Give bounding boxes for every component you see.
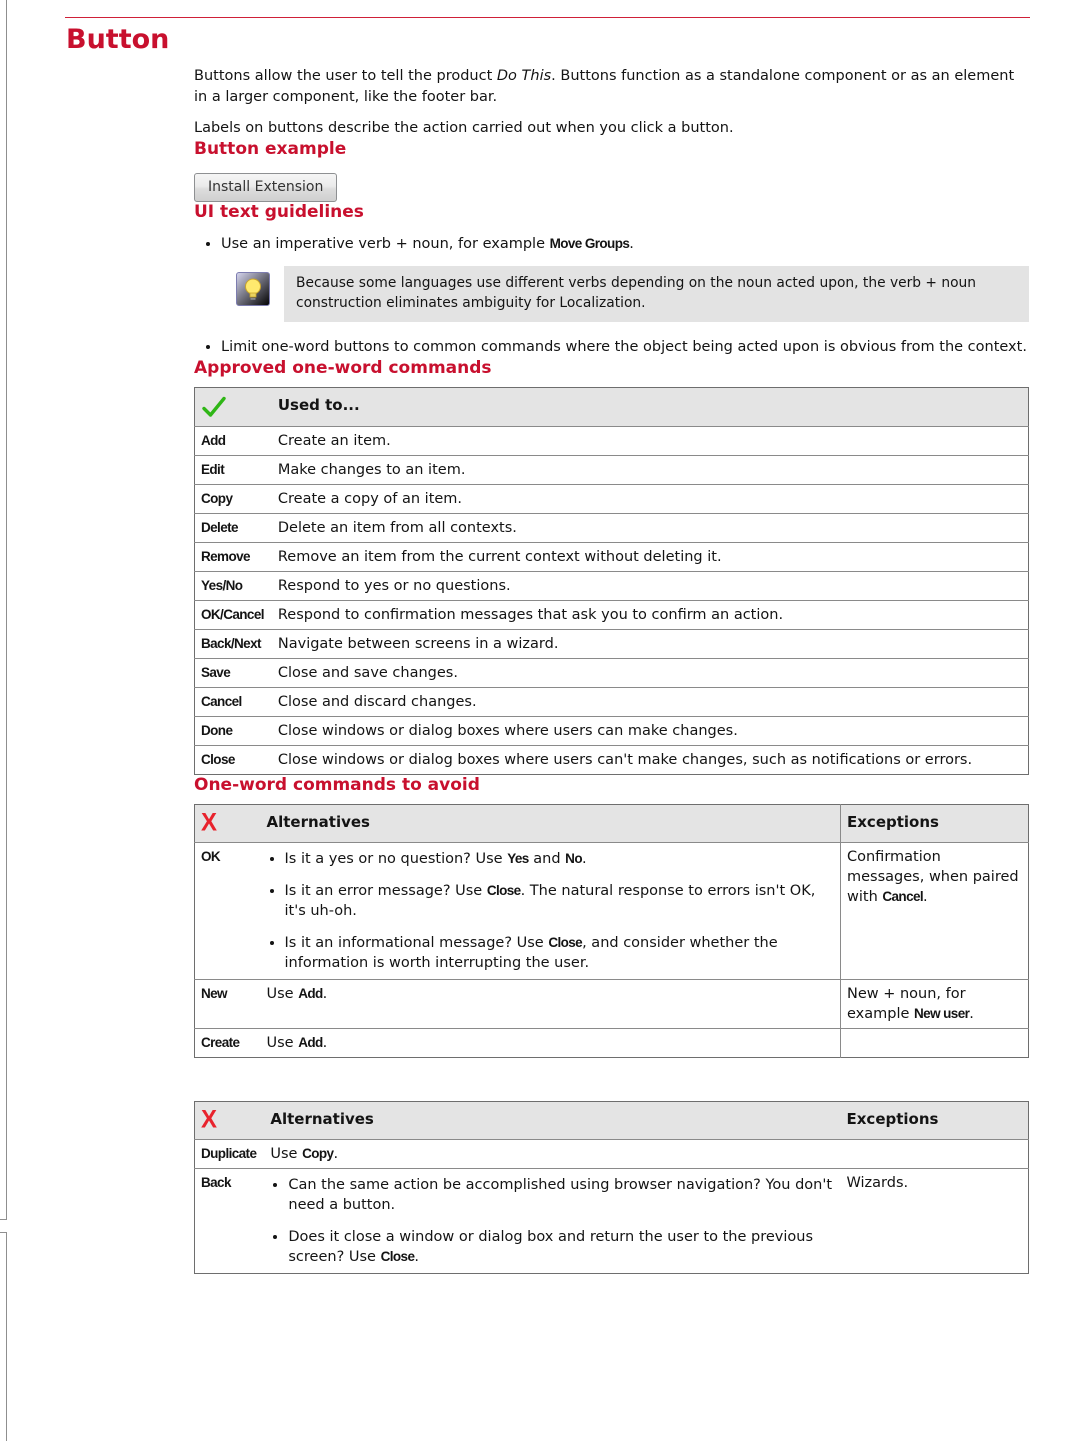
command-label: Back <box>201 1174 231 1190</box>
list-item: • Use an imperative verb + noun, for example Move Groups. <box>221 234 1029 255</box>
command-word: No <box>565 850 582 866</box>
description-cell: Close and save changes. <box>272 658 1029 687</box>
alternatives-cell: Use Add. <box>261 979 841 1028</box>
page-left-border <box>6 1233 7 1441</box>
x-icon: X <box>195 1101 265 1139</box>
guidelines-list <box>194 234 1029 255</box>
command-word: Close <box>548 934 583 950</box>
description-cell: Close and discard changes. <box>272 687 1029 716</box>
table-row <box>195 1168 1029 1273</box>
description-cell: Close windows or dialog boxes where users can't make changes, such as notifications or errors. <box>272 745 1029 774</box>
command-word: Copy <box>302 1145 334 1161</box>
command-word: Close <box>486 882 521 898</box>
command-label: Save <box>201 664 231 680</box>
command-word: Add <box>298 985 323 1001</box>
command-label: New <box>201 985 227 1001</box>
column-header-alternatives: Alternatives <box>264 1101 840 1139</box>
description-cell: Create a copy of an item. <box>272 484 1029 513</box>
list-item: • Is it an informational message? Use Close, and consider whether the information is worth interrupting the user. <box>285 933 833 973</box>
guidelines-list-continued <box>194 337 1029 358</box>
description-cell: Make changes to an item. <box>272 455 1029 484</box>
exceptions-cell <box>841 1028 1029 1057</box>
document-content <box>194 58 1029 1274</box>
command-label: OK/Cancel <box>201 606 264 622</box>
alternatives-cell: Use Add. <box>261 1028 841 1057</box>
command-label: Delete <box>201 519 238 535</box>
table-row <box>195 1028 1029 1057</box>
table-row <box>195 979 1029 1028</box>
exceptions-cell: New + noun, for example New user. <box>841 979 1029 1028</box>
table-row <box>195 484 1029 513</box>
column-header-alternatives: Alternatives <box>261 804 841 842</box>
exceptions-cell: Wizards. <box>841 1168 1029 1273</box>
install-extension-button[interactable]: Install Extension <box>194 173 337 202</box>
section-heading-approved-commands: Approved one-word commands <box>194 357 492 378</box>
table-row <box>195 542 1029 571</box>
table-row <box>195 658 1029 687</box>
section-heading-avoid-commands: One-word commands to avoid <box>194 774 480 795</box>
command-word: New user <box>914 1005 970 1021</box>
table-row <box>195 1139 1029 1168</box>
alternatives-cell <box>264 1168 840 1273</box>
description-cell: Create an item. <box>272 426 1029 455</box>
table-row <box>195 455 1029 484</box>
command-label: OK <box>201 848 221 864</box>
column-header-used-to: Used to... <box>272 387 1029 426</box>
command-label: Edit <box>201 461 225 477</box>
page-break-mark <box>0 1232 7 1233</box>
alternatives-cell: Use Copy. <box>264 1139 1028 1168</box>
command-label: Add <box>201 432 226 448</box>
table-row <box>195 842 1029 979</box>
page-left-border <box>6 0 7 1219</box>
checkmark-icon <box>195 387 272 426</box>
table-header-row <box>195 804 1029 842</box>
table-header-row <box>195 1101 1029 1139</box>
intro-paragraph-2: Labels on buttons describe the action carried out when you click a button. <box>194 120 734 136</box>
list-item: • Is it a yes or no question? Use Yes and No. <box>285 849 833 869</box>
command-label: Remove <box>201 548 250 564</box>
command-label: Done <box>201 722 233 738</box>
command-word: Move Groups <box>549 235 630 251</box>
localization-note <box>236 266 1029 322</box>
table-row <box>195 426 1029 455</box>
section-heading-button-example: Button example <box>194 138 347 159</box>
command-label: Back/Next <box>201 635 261 651</box>
x-icon: X <box>195 804 261 842</box>
command-label: Close <box>201 751 235 767</box>
description-cell: Respond to confirmation messages that ask you to confirm an action. <box>272 600 1029 629</box>
table-row <box>195 571 1029 600</box>
italic-phrase: Do This <box>496 68 552 84</box>
description-cell: Respond to yes or no questions. <box>272 571 1029 600</box>
column-header-exceptions: Exceptions <box>841 804 1029 842</box>
column-header-exceptions: Exceptions <box>841 1101 1029 1139</box>
description-cell: Delete an item from all contexts. <box>272 513 1029 542</box>
command-label: Copy <box>201 490 233 506</box>
command-word: Close <box>380 1248 415 1264</box>
page-title: Button <box>66 24 170 55</box>
page-break-mark <box>0 1219 7 1220</box>
description-cell: Close windows or dialog boxes where users can make changes. <box>272 716 1029 745</box>
lightbulb-icon <box>236 272 270 306</box>
command-label: Duplicate <box>201 1145 257 1161</box>
avoid-commands-table-1 <box>194 804 1029 1058</box>
command-label: Create <box>201 1034 240 1050</box>
table-row <box>195 600 1029 629</box>
list-item: • Is it an error message? Use Close. The natural response to errors isn't OK, it's uh-oh. <box>285 881 833 921</box>
avoid-commands-table-2 <box>194 1101 1029 1274</box>
section-heading-ui-text-guidelines: UI text guidelines <box>194 201 364 222</box>
description-cell: Remove an item from the current context without deleting it. <box>272 542 1029 571</box>
command-word: Add <box>298 1034 323 1050</box>
title-rule <box>65 17 1030 18</box>
approved-commands-table <box>194 387 1029 775</box>
description-cell: Navigate between screens in a wizard. <box>272 629 1029 658</box>
list-item: • Can the same action be accomplished using browser navigation? You don't need a button. <box>288 1175 832 1215</box>
table-row <box>195 629 1029 658</box>
intro-paragraph-1: Buttons allow the user to tell the product Do This. Buttons function as a standalone component or as an element in a larger component, like the footer bar. <box>194 68 1015 105</box>
command-label: Cancel <box>201 693 242 709</box>
command-word: Cancel <box>882 888 924 904</box>
table-row <box>195 687 1029 716</box>
note-text: Because some languages use different verbs depending on the noun acted upon, the verb + noun construction eliminates ambiguity for Localization. <box>284 266 1029 322</box>
list-item: • Limit one-word buttons to common commands where the object being acted upon is obvious from the context. <box>221 337 1029 358</box>
table-row <box>195 716 1029 745</box>
table-row <box>195 745 1029 774</box>
list-item: • Does it close a window or dialog box and return the user to the previous screen? Use Close. <box>288 1227 832 1267</box>
exceptions-cell: Confirmation messages, when paired with Cancel. <box>841 842 1029 979</box>
alternatives-cell <box>261 842 841 979</box>
table-header-row <box>195 387 1029 426</box>
command-label: Yes/No <box>201 577 243 593</box>
table-row <box>195 513 1029 542</box>
command-word: Yes <box>507 850 529 866</box>
